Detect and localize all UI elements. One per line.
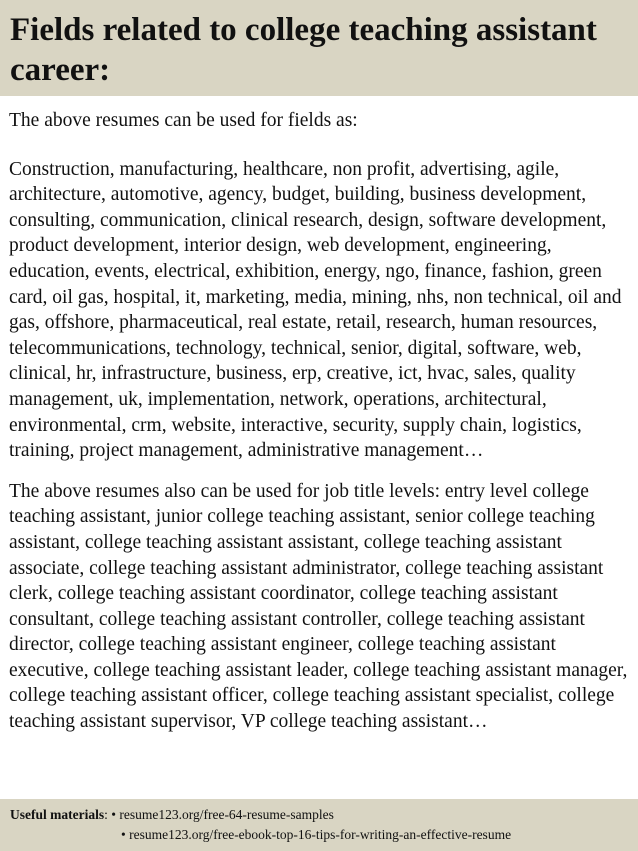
resource-link-samples[interactable]: • resume123.org/free-64-resume-samples bbox=[111, 807, 334, 822]
footer-useful-materials bbox=[0, 799, 638, 851]
footer-separator: : bbox=[104, 807, 112, 822]
useful-materials-label: Useful materials bbox=[10, 807, 105, 822]
footer-row-1 bbox=[10, 805, 638, 825]
footer-row-2 bbox=[10, 825, 638, 845]
page-title: Fields related to college teaching assistant career: bbox=[10, 12, 597, 88]
main-content bbox=[9, 108, 631, 735]
job-levels-text: The above resumes also can be used for job title levels: entry level college teaching assistant, junior college teaching assistant, senior college teaching assistant, college teaching assistant assistant, college teaching assistant associate, college teaching assistant administrator, college teaching assistant clerk, college teaching assistant coordinator, college teaching assistant consultant, college teaching assistant controller, college teaching assistant director, college teaching assistant engineer, college teaching assistant executive, college teaching assistant leader, college teaching assistant manager, college teaching assistant officer, college teaching assistant specialist, college teaching assistant supervisor, VP college teaching assistant… bbox=[9, 480, 628, 733]
resource-link-ebook[interactable]: • resume123.org/free-ebook-top-16-tips-for-writing-an-effective-resume bbox=[121, 827, 512, 842]
fields-list: Construction, manufacturing, healthcare, non profit, advertising, agile, architecture, automotive, agency, budget, building, business development, consulting, communication, clinical research, design, software development, product development, interior design, web development, engineering, education, events, electrical, exhibition, energy, ngo, finance, fashion, green card, oil gas, hospital, it, marketing, media, mining, nhs, non technical, oil and gas, offshore, pharmaceutical, real estate, retail, research, human resources, telecommunications, technology, technical, senior, digital, software, web, clinical, hr, infrastructure, business, erp, creative, ict, hvac, sales, quality management, uk, implementation, network, operations, architectural, environmental, crm, website, interactive, security, supply chain, logistics, training, project management, administrative management… bbox=[9, 158, 622, 462]
header-banner bbox=[0, 0, 638, 96]
intro-text: The above resumes can be used for fields as: bbox=[9, 110, 358, 131]
